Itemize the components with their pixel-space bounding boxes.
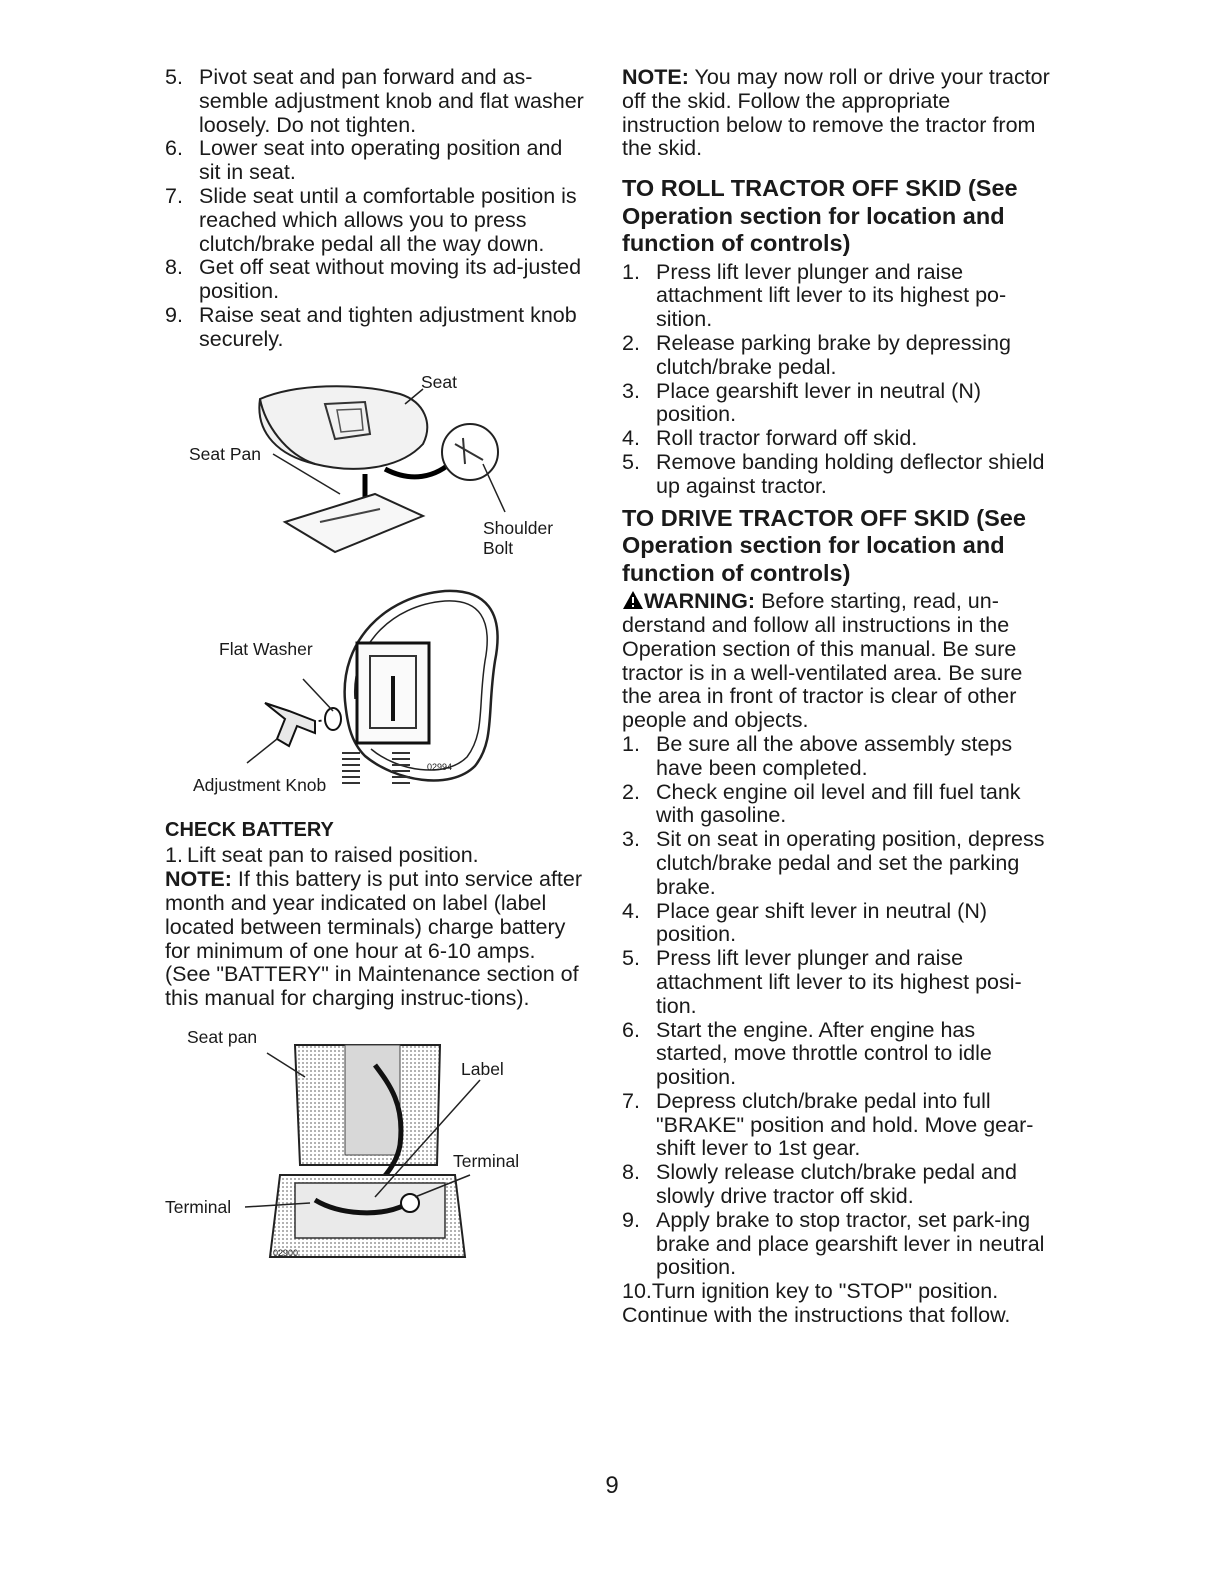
list-item: 9. Raise seat and tighten adjustment knob securely.	[165, 302, 577, 351]
drive-steps-list	[622, 733, 1052, 1304]
list-item: 3. Sit on seat in operating position, depress clutch/brake pedal and set the parking brake.	[622, 827, 1045, 899]
list-item: 8. Slowly release clutch/brake pedal and slowly drive tractor off skid.	[622, 1160, 1017, 1209]
list-item: 1. Be sure all the above assembly steps have been completed.	[622, 731, 1013, 780]
seat-illustration	[165, 364, 585, 579]
fig2-flat-washer-caption: Flat Washer	[219, 638, 313, 659]
fig3-seat-pan-caption: Seat pan	[187, 1026, 258, 1047]
right-column	[622, 66, 1052, 1328]
page-number: 9	[605, 1472, 619, 1499]
list-item: 4. Place gear shift lever in neutral (N) position.	[622, 898, 988, 947]
fig3-label-caption: Label	[461, 1058, 504, 1079]
list-item: 6. Lower seat into operating position and sit in seat.	[165, 136, 563, 185]
fig1-bolt-caption: Bolt	[483, 537, 514, 558]
fig2-adjustment-knob-caption: Adjustment Knob	[193, 774, 327, 795]
list-item: 5. Pivot seat and pan forward and as-semble adjustment knob and flat washer loosely. Do not tighten.	[165, 65, 584, 137]
list-item: 7. Depress clutch/brake pedal into full "BRAKE" position and hold. Move gear-shift lever to 1st gear.	[622, 1088, 1034, 1161]
fig1-seat-caption: Seat	[421, 371, 457, 392]
knob-washer-figure	[165, 581, 585, 811]
list-item: 2. Check engine oil level and fill fuel tank with gasoline.	[622, 779, 1021, 828]
list-item: 4. Roll tractor forward off skid.	[622, 426, 918, 451]
fig3-terminal-left-caption: Terminal	[165, 1196, 232, 1217]
warning-paragraph: WARNING: Before starting, read, un-derstand and follow all instructions in the Operation section of this manual. Be sure tractor is in a well-ventilated area. Be sure the area in front of tractor is clear of other people and objects.	[622, 589, 1023, 733]
warning-icon	[622, 590, 644, 610]
list-item: 8. Get off seat without moving its ad-justed position.	[165, 255, 582, 304]
closing-text: Continue with the instructions that follow.	[622, 1303, 1011, 1328]
list-item: 3. Place gearshift lever in neutral (N) position.	[622, 378, 982, 427]
skid-note: NOTE: You may now roll or drive your tractor off the skid. Follow the appropriate instruction below to remove the tractor from the skid.	[622, 65, 1050, 161]
battery-illustration	[165, 1025, 585, 1290]
list-item: 10.Turn ignition key to "STOP" position.	[622, 1279, 999, 1304]
list-item: 5. Remove banding holding deflector shield up against tractor.	[622, 450, 1045, 498]
fig1-shoulder-caption: Shoulder	[483, 517, 554, 538]
list-item: 9. Apply brake to stop tractor, set park-ing brake and place gearshift lever in neutral position.	[622, 1207, 1045, 1280]
roll-off-heading: TO ROLL TRACTOR OFF SKID (See Operation section for location and function of controls)	[622, 175, 1018, 257]
list-item: 2. Release parking brake by depressing clutch/brake pedal.	[622, 331, 1011, 379]
battery-note: NOTE: If this battery is put into service after month and year indicated on label (label located between terminals) charge battery for minimum of one hour at 6-10 amps. (See "BATTERY" in Maintenance section of this manual for charging instruc-tions).	[165, 867, 583, 1011]
fig3-code: 02900	[273, 1247, 299, 1258]
left-column	[165, 66, 585, 1290]
list-item: 7. Slide seat until a comfortable position is reached which allows you to press clutch/brake pedal all the way down.	[165, 183, 577, 256]
seat-assembly-figure	[165, 364, 585, 579]
check-battery-heading: CHECK BATTERY	[165, 818, 334, 841]
roll-steps-list	[622, 261, 1052, 499]
drive-off-heading: TO DRIVE TRACTOR OFF SKID (See Operation section for location and function of controls)	[622, 504, 1026, 586]
seat-steps-list	[165, 66, 585, 352]
list-item: 1. Press lift lever plunger and raise attachment lift lever to its highest po-sition.	[622, 259, 1007, 332]
battery-figure	[165, 1025, 585, 1290]
fig1-seat-pan-caption: Seat Pan	[189, 443, 261, 464]
list-item: 5. Press lift lever plunger and raise attachment lift lever to its highest posi-tion.	[622, 946, 1022, 1018]
list-item: 1. Lift seat pan to raised position.	[165, 843, 479, 868]
fig3-terminal-right-caption: Terminal	[453, 1150, 520, 1171]
fig2-code: 02994	[427, 761, 453, 772]
list-item: 6. Start the engine. After engine has started, move throttle control to idle position.	[622, 1017, 992, 1090]
